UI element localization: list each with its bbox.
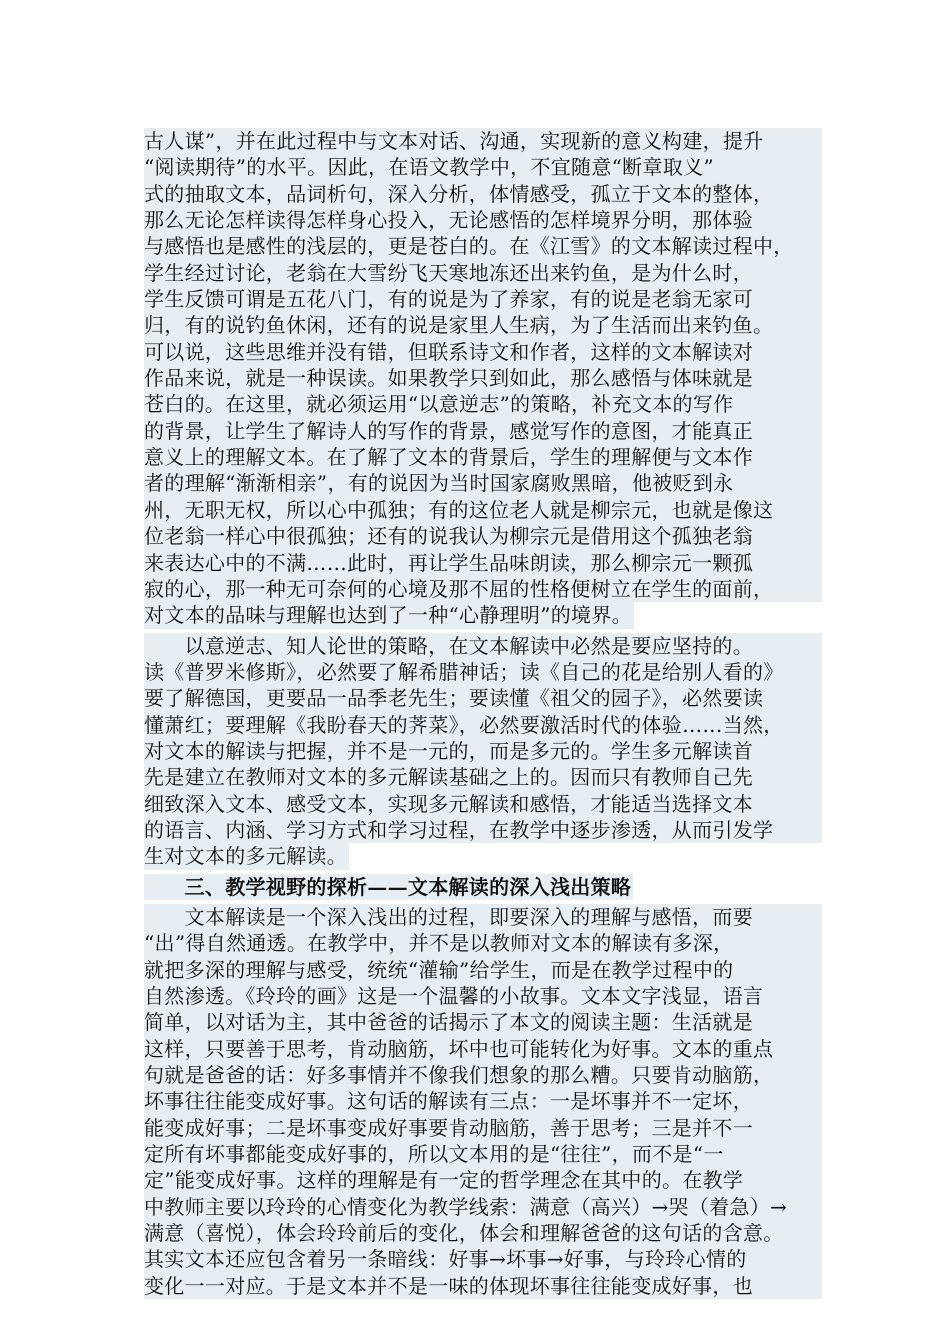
text-line: 懂萧红；要理解《我盼春天的荠菜》，必然要激活时代的体验……当然， [144, 712, 822, 738]
text-line: 读《普罗米修斯》，必然要了解希腊神话；读《自己的花是给别人看的》 [144, 659, 822, 685]
text-line: 来表达心中的不满……此时，再让学生品味朗读，那么柳宗元一颗孤 [144, 550, 822, 576]
text-line: 古人谋”，并在此过程中与文本对话、沟通，实现新的意义构建，提升 [144, 128, 822, 154]
text-line: 作品来说，就是一种误读。如果教学只到如此，那么感悟与体味就是 [144, 365, 822, 391]
text-line: 可以说，这些思维并没有错，但联系诗文和作者，这样的文本解读对 [144, 339, 822, 365]
text-line: 那么无论怎样读得怎样身心投入，无论感悟的怎样境界分明，那体验 [144, 207, 822, 233]
section-heading: 三、教学视野的探析——文本解读的深入浅出策略 [144, 874, 632, 899]
text-line: 定”能变成好事。这样的理解是有一定的哲学理念在其中的。在教学 [144, 1167, 822, 1193]
text-line: 归，有的说钓鱼休闲，还有的说是家里人生病，为了生活而出来钓鱼。 [144, 312, 822, 338]
text-line: 简单，以对话为主，其中爸爸的话揭示了本文的阅读主题：生活就是 [144, 1009, 822, 1035]
text-line: 文本解读是一个深入浅出的过程，即要深入的理解与感悟，而要 [144, 904, 822, 930]
text-line: 学生经过讨论，老翁在大雪纷飞天寒地冻还出来钓鱼，是为什么时， [144, 260, 822, 286]
document-body [144, 128, 822, 1299]
text-line: 对文本的解读与把握，并不是一元的，而是多元的。学生多元解读首 [144, 738, 822, 764]
text-line: 先是建立在教师对文本的多元解读基础之上的。因而只有教师自己先 [144, 764, 822, 790]
text-line: 对文本的品味与理解也达到了一种“心静理明”的境界。 [144, 603, 632, 628]
text-line: 句就是爸爸的话：好多事情并不像我们想象的那么糟。只要肯动脑筋， [144, 1062, 822, 1088]
text-line: 能变成好事；二是坏事变成好事要肯动脑筋，善于思考；三是并不一 [144, 1115, 822, 1141]
text-line: 变化一一对应。于是文本并不是一味的体现坏事往往能变成好事，也 [144, 1273, 822, 1299]
text-line: 自然渗透。《玲玲的画》这是一个温馨的小故事。文本文字浅显，语言 [144, 983, 822, 1009]
text-line: 者的理解“渐渐相亲”，有的说因为当时国家腐败黑暗，他被贬到永 [144, 470, 822, 496]
text-line: 位老翁一样心中很孤独；还有的说我认为柳宗元是借用这个孤独老翁 [144, 523, 822, 549]
text-line: 生对文本的多元解读。 [144, 844, 347, 869]
text-line: 其实文本还应包含着另一条暗线：好事→坏事→好事，与玲玲心情的 [144, 1246, 822, 1272]
text-line: “出”得自然通透。在教学中，并不是以教师对文本的解读有多深， [144, 930, 822, 956]
text-line: 苍白的。在这里，就必须运用“以意逆志”的策略，补充文本的写作 [144, 391, 822, 417]
text-line: 满意（喜悦），体会玲玲前后的变化，体会和理解爸爸的这句话的含意。 [144, 1220, 822, 1246]
text-line: 细致深入文本、感受文本，实现多元解读和感悟，才能适当选择文本 [144, 791, 822, 817]
text-line: 的语言、内涵、学习方式和学习过程，在教学中逐步渗透，从而引发学 [144, 817, 822, 843]
text-line: 就把多深的理解与感受，统统“灌输”给学生，而是在教学过程中的 [144, 957, 822, 983]
text-line: 坏事往往能变成好事。这句话的解读有三点：一是坏事并不一定坏， [144, 1088, 822, 1114]
text-line: 学生反馈可谓是五花八门，有的说是为了养家，有的说是老翁无家可 [144, 286, 822, 312]
text-line: 定所有坏事都能变成好事的，所以文本用的是“往往”，而不是“一 [144, 1141, 822, 1167]
text-line: 中教师主要以玲玲的心情变化为教学线索：满意（高兴）→哭（着急）→ [144, 1194, 822, 1220]
text-line: 式的抽取文本，品词析句，深入分析，体情感受，孤立于文本的整体， [144, 181, 822, 207]
text-line: 寂的心，那一种无可奈何的心境及那不屈的性格便树立在学生的面前， [144, 576, 822, 602]
text-line: 要了解德国，更要品一品季老先生；要读懂《祖父的园子》，必然要读 [144, 685, 822, 711]
text-line: 意义上的理解文本。在了解了文本的背景后，学生的理解便与文本作 [144, 444, 822, 470]
text-line: 以意逆志、知人论世的策略，在文本解读中必然是要应坚持的。 [144, 633, 822, 659]
text-line: “阅读期待”的水平。因此，在语文教学中，不宜随意“断章取义” [144, 154, 822, 180]
text-line: 的背景，让学生了解诗人的写作的背景，感觉写作的意图，才能真正 [144, 418, 822, 444]
text-line: 与感悟也是感性的浅层的，更是苍白的。在《江雪》的文本解读过程中， [144, 233, 822, 259]
text-line: 州，无职无权，所以心中孤独；有的这位老人就是柳宗元，也就是像这 [144, 497, 822, 523]
text-line: 这样，只要善于思考，肯动脑筋，坏中也可能转化为好事。文本的重点 [144, 1036, 822, 1062]
